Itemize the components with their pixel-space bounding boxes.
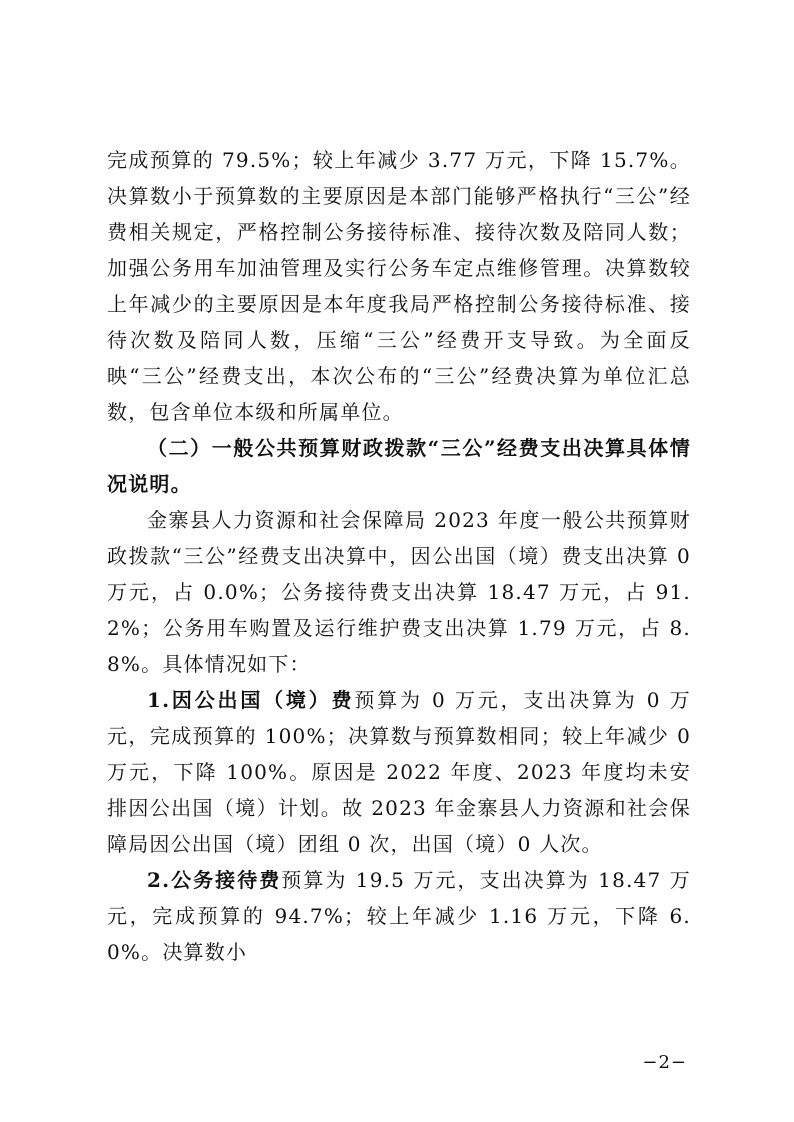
paragraph-overseas-travel (107, 682, 691, 862)
paragraph-budget-summary: 完成预算的 79.5%；较上年减少 3.77 万元，下降 15.7%。决算数小于预算数的主要原因是本部门能够严格执行“三公”经费相关规定，严格控制公务接待标准、接待次数及陪同人数；加强公务用车加油管理及实行公务车定点维修管理。决算数较上年减少的主要原因是本年度我局严格控制公务接待标准、接待次数及陪同人数，压缩“三公”经费开支导致。为全面反映“三公”经费支出，本次公布的“三公”经费决算为单位汇总数，包含单位本级和所属单位。 (107, 148, 691, 424)
paragraph-reception-expense (107, 862, 691, 970)
item-1-text: 预算为 0 万元，支出决算为 0 万元，完成预算的 100%；决算数与预算数相同；较上年减少 0 万元，下降 100%。原因是 2022 年度、2023 年度均未安排因公出国（境）计划。故 2023 年金寨县人力资源和社会保障局因公出国（境）团组 0 次，出国（境）0 人次。 (107, 688, 691, 856)
section-heading-2: （二）一般公共预算财政拨款“三公”经费支出决算具体情况说明。 (107, 436, 691, 496)
document-body (107, 142, 691, 970)
paragraph-expense-breakdown: 金寨县人力资源和社会保障局 2023 年度一般公共预算财政拨款“三公”经费支出决算中，因公出国（境）费支出决算 0 万元，占 0.0%；公务接待费支出决算 18.47 万元，占 91.2%；公务用车购置及运行维护费支出决算 1.79 万元，占 8.8%。具体情况如下： (107, 508, 691, 676)
item-2-title: 2.公务接待费 (147, 868, 282, 892)
item-2-text: 预算为 19.5 万元，支出决算为 18.47 万元，完成预算的 94.7%；较上年减少 1.16 万元，下降 6.0%。决算数小 (107, 868, 691, 964)
item-1-title: 1.因公出国（境）费 (147, 688, 355, 712)
page-number: −2− (642, 1052, 687, 1073)
